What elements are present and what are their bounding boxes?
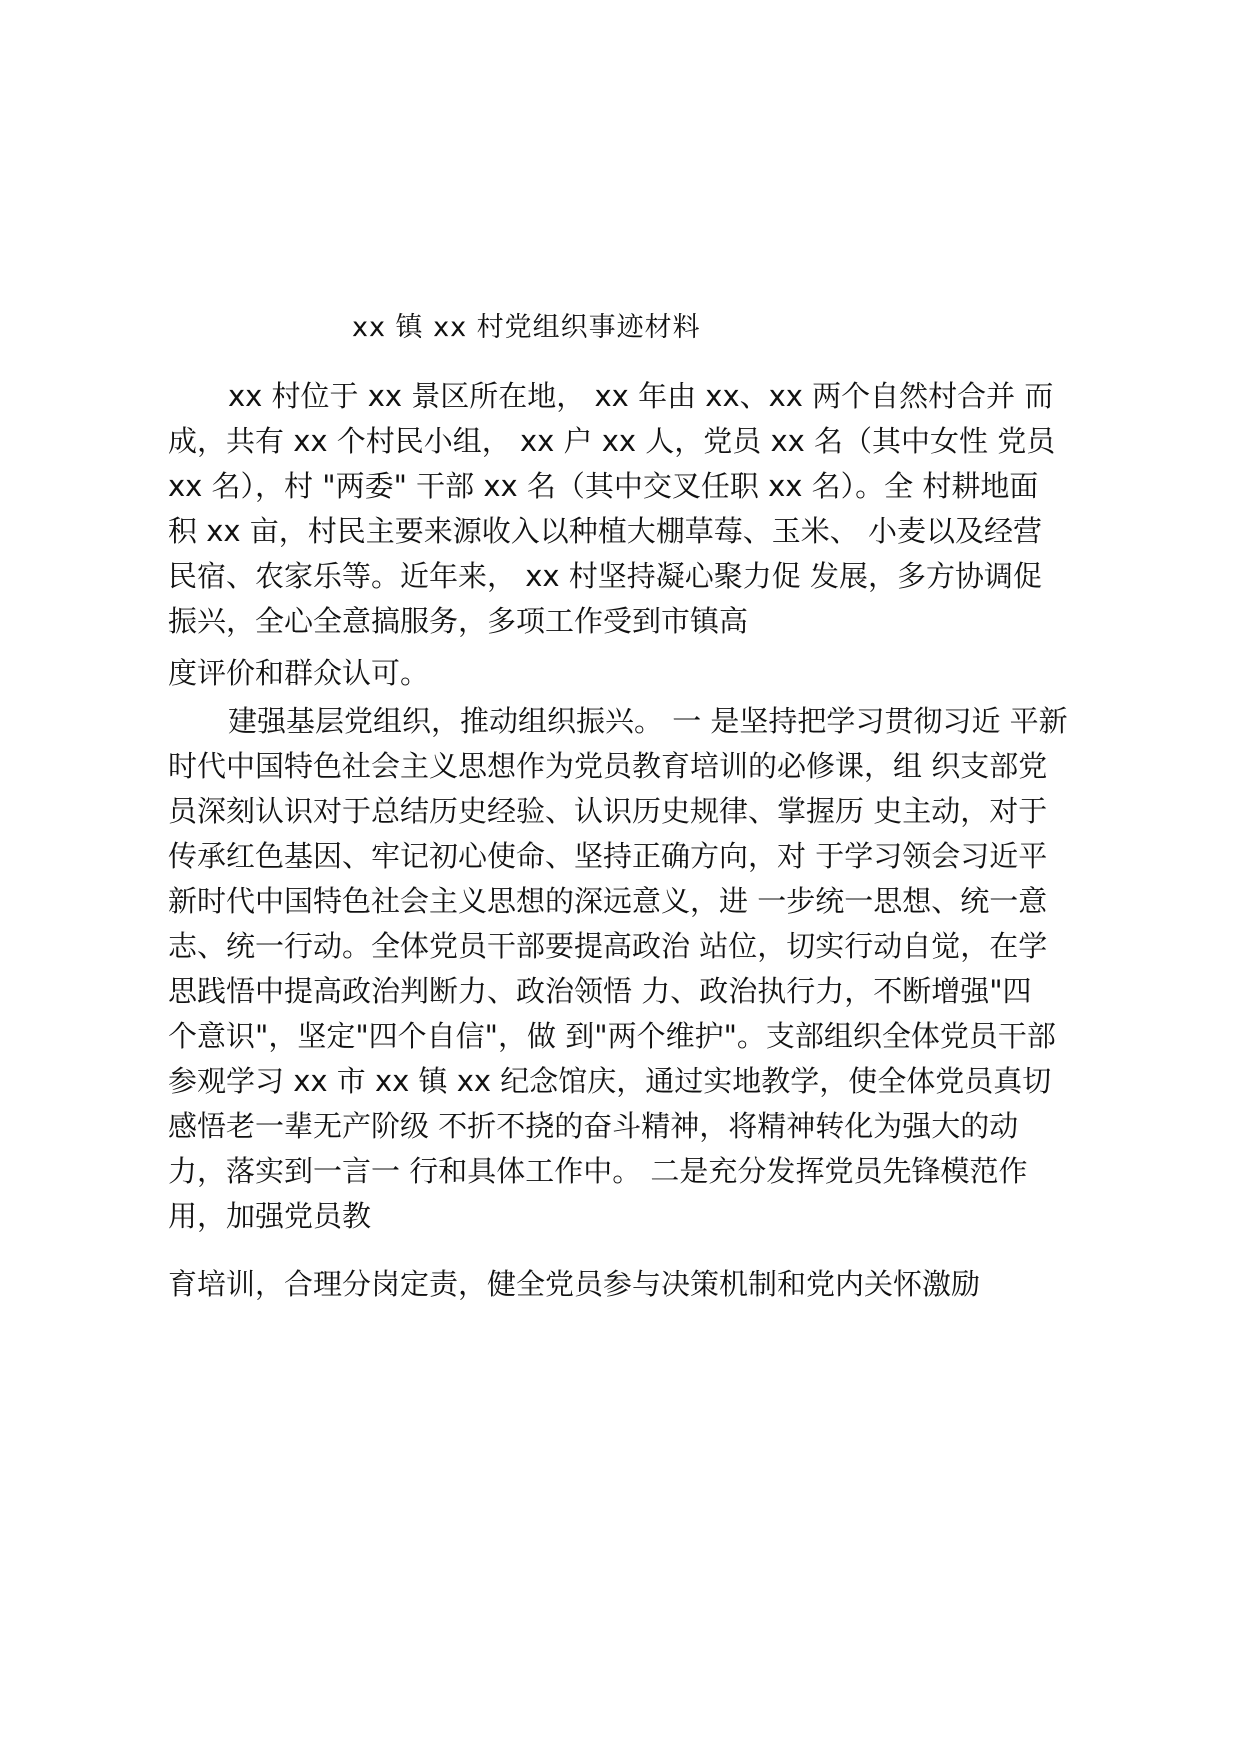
paragraph-line: 用，加强党员教 (168, 1199, 372, 1233)
paragraph-line: 育培训，合理分岗定责，健全党员参与决策机制和党内关怀激励 (168, 1267, 981, 1301)
document-title: xx 镇 xx 村党组织事迹材料 (352, 312, 701, 343)
paragraph-line: 感悟老一辈无产阶级 不折不挠的奋斗精神，将精神转化为强大的动 (168, 1109, 1019, 1143)
paragraph-line: 志、统一行动。全体党员干部要提高政治 站位，切实行动自觉，在学 (168, 929, 1048, 963)
paragraph-line: 建强基层党组织，推动组织振兴。 一 是坚持把学习贯彻习近 平新 (228, 704, 1068, 738)
paragraph-line: 传承红色基因、牢记初心使命、坚持正确方向，对 于学习领会习近平 (168, 839, 1048, 873)
paragraph-line: 民宿、农家乐等。近年来， xx 村坚持凝心聚力促 发展，多方协调促 (168, 559, 1042, 593)
paragraph-line: xx 名），村 "两委" 干部 xx 名（其中交叉任职 xx 名）。全 村耕地面 (168, 469, 1039, 503)
paragraph-line: 积 xx 亩，村民主要来源收入以种植大棚草莓、玉米、 小麦以及经营 (168, 514, 1042, 548)
paragraph-line: 个意识"，坚定"四个自信"，做 到"两个维护"。支部组织全体党员干部 (168, 1019, 1056, 1053)
paragraph-line: xx 村位于 xx 景区所在地， xx 年由 xx、xx 两个自然村合并 而 (228, 379, 1054, 413)
paragraph-line: 成，共有 xx 个村民小组， xx 户 xx 人，党员 xx 名（其中女性 党员 (168, 424, 1056, 458)
paragraph-line: 度评价和群众认可。 (168, 656, 430, 690)
paragraph-line: 振兴，全心全意搞服务，多项工作受到市镇高 (168, 604, 749, 638)
paragraph-line: 力，落实到一言一 行和具体工作中。 二是充分发挥党员先锋模范作 (168, 1154, 1028, 1188)
paragraph-line: 新时代中国特色社会主义思想的深远意义，进 一步统一思想、统一意 (168, 884, 1048, 918)
paragraph-line: 思践悟中提高政治判断力、政治领悟 力、政治执行力，不断增强"四 (168, 974, 1032, 1008)
paragraph-line: 参观学习 xx 市 xx 镇 xx 纪念馆庆，通过实地教学，使全体党员真切 (168, 1064, 1052, 1098)
paragraph-line: 时代中国特色社会主义思想作为党员教育培训的必修课，组 织支部党 (168, 749, 1048, 783)
paragraph-line: 员深刻认识对于总结历史经验、认识历史规律、掌握历 史主动，对于 (168, 794, 1048, 828)
